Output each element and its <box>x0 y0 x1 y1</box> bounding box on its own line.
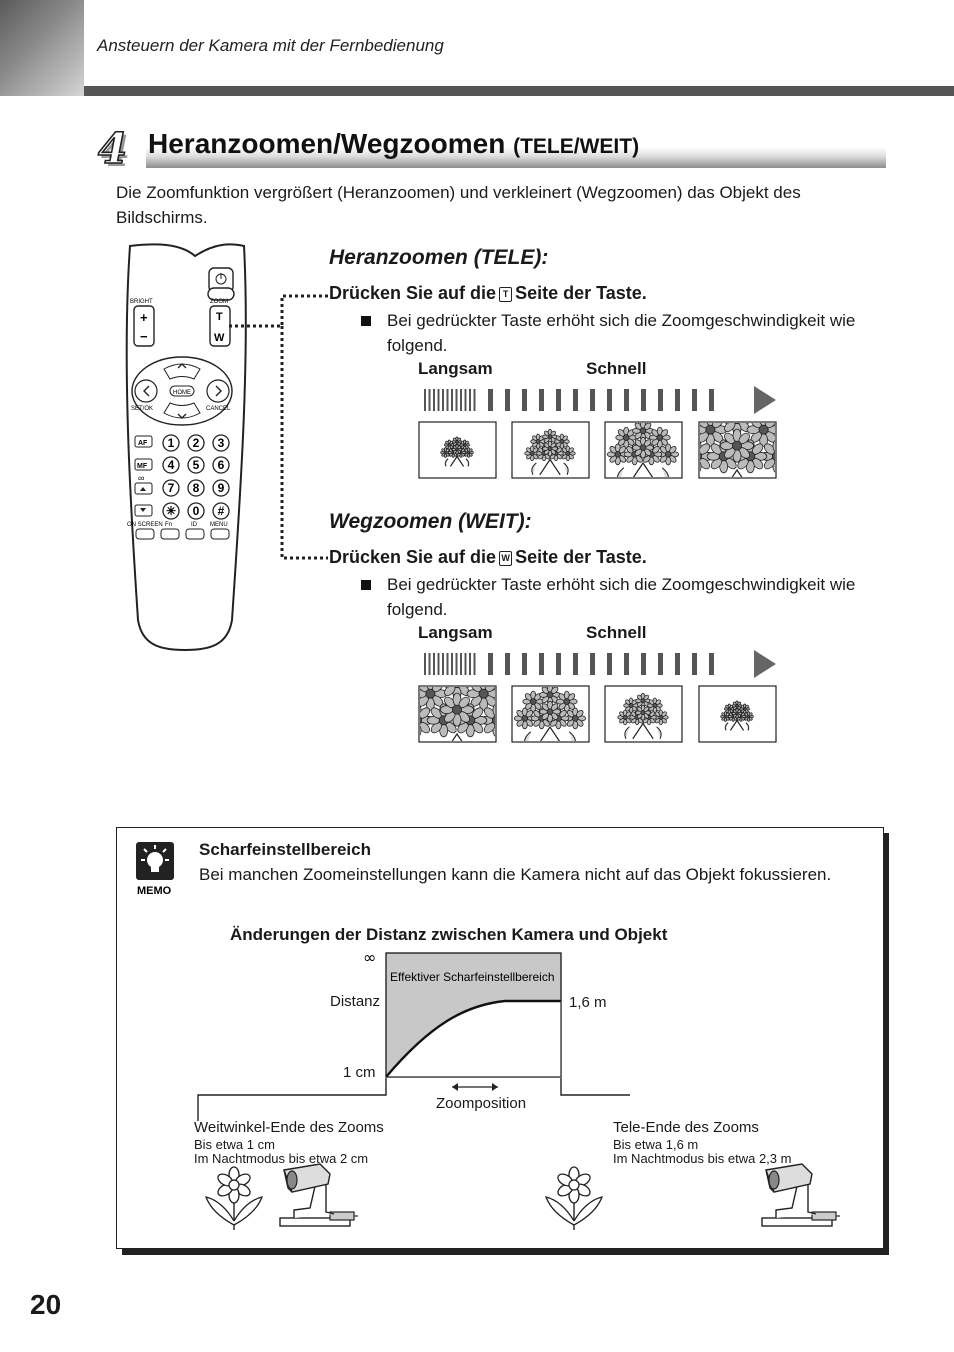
camera-icon <box>762 1164 840 1226</box>
camera-icon <box>280 1164 358 1226</box>
step-number: 4 <box>98 124 128 173</box>
memo-lightbulb-icon <box>136 842 176 898</box>
header-rule <box>84 86 954 96</box>
zoom-position-label: Zoomposition <box>436 1095 527 1112</box>
flower-icon <box>546 1167 602 1230</box>
flower-image-medium <box>605 686 682 742</box>
memo-label: MEMO <box>137 885 172 897</box>
inf-label: ∞ <box>138 473 145 483</box>
set-ok-label: SET/OK <box>131 406 154 412</box>
tele-fast-label: Schnell <box>586 359 647 378</box>
bright-minus: − <box>140 329 148 344</box>
flower-image-large <box>605 421 682 479</box>
page-number: 20 <box>30 1289 62 1320</box>
running-header: Ansteuern der Kamera mit der Fernbedienung <box>97 36 444 55</box>
fn-label: Fn <box>165 522 173 528</box>
tele-end-illustration <box>540 1160 860 1235</box>
key-5: 5 <box>192 458 200 472</box>
id-label: ID <box>191 522 197 528</box>
bright-label: BRIGHT <box>130 299 153 305</box>
flower-image-xlarge <box>418 685 513 743</box>
tele-speed-bar <box>418 384 778 416</box>
weit-speed-bar <box>418 648 778 680</box>
weit-instr-post: Seite der Taste. <box>515 547 647 567</box>
zoom-t: T <box>216 311 223 323</box>
distance-min-label: 1 cm <box>343 1064 376 1081</box>
flower-image-medium <box>512 422 589 478</box>
memo-text: Bei manchen Zoomeinstellungen kann die Kamera nicht auf das Objekt fokussieren. <box>199 865 832 884</box>
tele-slow-label: Langsam <box>418 359 493 378</box>
focus-chart-title: Änderungen der Distanz zwischen Kamera und Objekt <box>230 925 668 944</box>
tele-end-line1: Bis etwa 1,6 m <box>613 1137 699 1152</box>
flower-image-xlarge <box>681 421 778 479</box>
section-title-main: Heranzoomen/Wegzoomen <box>148 128 506 159</box>
weit-bullet <box>361 572 861 619</box>
bullet-square-icon <box>361 580 371 590</box>
tele-bullet-text: Bei gedrückter Taste erhöht sich die Zoomgeschwindigkeit wie folgend. <box>387 311 856 355</box>
key-2: 2 <box>192 436 200 450</box>
zoom-w: W <box>214 332 225 344</box>
wide-end-line1: Bis etwa 1 cm <box>194 1137 275 1152</box>
tele-heading: Heranzoomen (TELE): <box>329 246 549 269</box>
key-1: 1 <box>167 436 175 450</box>
flower-image-small <box>699 686 776 742</box>
wide-end-illustration <box>200 1160 370 1235</box>
cancel-label: CANCEL <box>206 406 231 412</box>
effective-area-label: Effektiver Scharfeinstellbereich <box>390 970 555 984</box>
key-9: 9 <box>217 481 225 495</box>
key-hash: # <box>217 504 225 518</box>
infinity-label: ∞ <box>363 948 377 967</box>
memo-title: Scharfeinstellbereich <box>199 840 371 859</box>
weit-instr-pre: Drücken Sie auf die <box>329 547 497 567</box>
weit-key-icon: W <box>499 551 512 566</box>
zoom-label: ZOOM <box>210 299 228 305</box>
mf-label: MF <box>137 463 148 470</box>
flower-image-small <box>419 422 496 478</box>
key-4: 4 <box>167 458 175 472</box>
bright-plus: + <box>140 310 148 325</box>
tele-end-title: Tele-Ende des Zooms <box>613 1119 759 1136</box>
corner-decoration <box>0 0 84 96</box>
af-label: AF <box>138 440 148 447</box>
section-title <box>148 128 639 160</box>
key-star: ✳ <box>165 504 177 518</box>
weit-slow-label: Langsam <box>418 623 493 642</box>
tele-bullet <box>361 308 861 355</box>
home-label: HOME <box>173 390 191 396</box>
distance-max-label: 1,6 m <box>569 994 607 1011</box>
bullet-square-icon <box>361 316 371 326</box>
weit-heading: Wegzoomen (WEIT): <box>329 510 532 533</box>
tele-end-line2: Im Nachtmodus bis etwa 2,3 m <box>613 1151 792 1166</box>
flower-icon <box>206 1167 262 1230</box>
key-7: 7 <box>167 481 175 495</box>
weit-zoom-sequence <box>418 685 778 743</box>
tele-zoom-sequence <box>418 421 778 479</box>
flower-image-large <box>512 685 589 743</box>
key-3: 3 <box>217 436 225 450</box>
weit-bullet-text: Bei gedrückter Taste erhöht sich die Zoomgeschwindigkeit wie folgend. <box>387 575 856 619</box>
tele-instr-post: Seite der Taste. <box>515 283 647 303</box>
key-6: 6 <box>217 458 225 472</box>
key-8: 8 <box>192 481 200 495</box>
weit-fast-label: Schnell <box>586 623 647 642</box>
intro-text: Die Zoomfunktion vergrößert (Heranzoomen) und verkleinert (Wegzoomen) das Objekt des Bildschirms. <box>116 183 801 227</box>
tele-key-icon: T <box>499 287 512 302</box>
tele-instr-pre: Drücken Sie auf die <box>329 283 497 303</box>
wide-end-title: Weitwinkel-Ende des Zooms <box>194 1119 384 1136</box>
on-screen-label: ON SCREEN <box>127 522 163 528</box>
weit-instruction <box>329 547 647 568</box>
tele-bracket <box>560 1095 620 1125</box>
memo-shadow-bottom <box>122 1248 889 1255</box>
distance-axis-label: Distanz <box>330 993 381 1010</box>
menu-label: MENU <box>210 522 228 528</box>
wide-end-line2: Im Nachtmodus bis etwa 2 cm <box>194 1151 369 1166</box>
key-0: 0 <box>192 504 200 518</box>
tele-instruction <box>329 283 647 304</box>
section-title-suffix: (TELE/WEIT) <box>513 135 640 158</box>
